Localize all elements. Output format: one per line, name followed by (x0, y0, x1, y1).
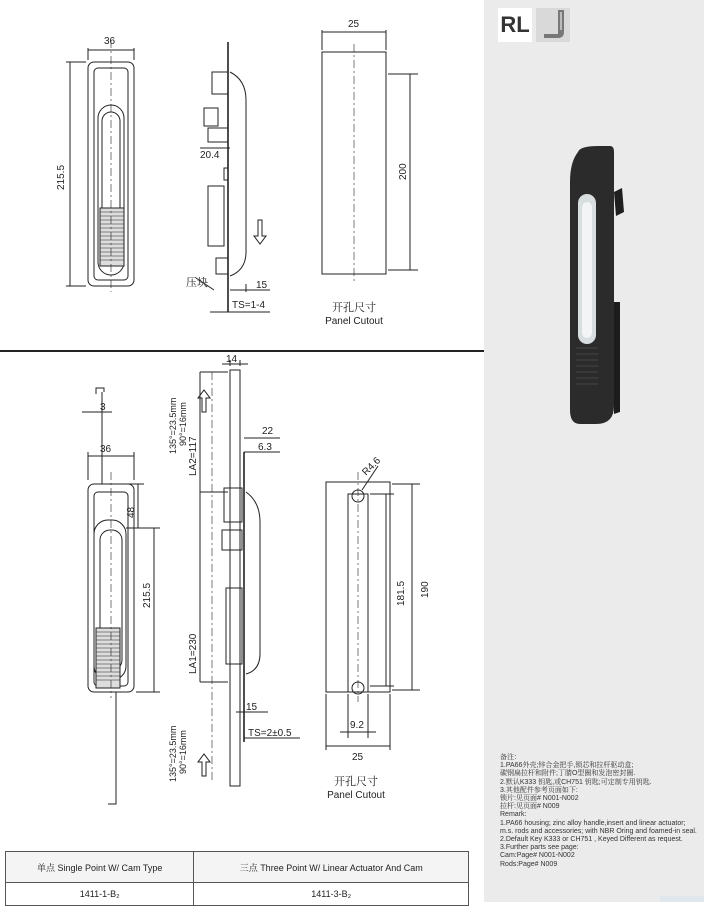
bottom-side-rod (230, 370, 240, 786)
bottom-angle-top-b: 90°=16mm (178, 402, 188, 446)
bottom-dim-cut-inner: 181.5 (396, 580, 407, 606)
bottom-angle-bot-a: 135°=23.5mm (168, 725, 178, 782)
bottom-dim-cutout-width: 25 (352, 752, 364, 763)
bottom-dim-side-top: 14 (226, 354, 238, 365)
bottom-dim-la1: LA1=230 (188, 633, 199, 674)
remark-line: Rods:Page# N009 (500, 860, 558, 868)
rl-badge: RL (498, 8, 532, 42)
top-cutout-caption-cn: 开孔尺寸 (332, 302, 376, 314)
remark-line: Cam:Page# N001-N002 (500, 852, 575, 860)
bottom-dim-radius: R4.6 (360, 455, 384, 479)
bottom-dim-side-15: 15 (246, 702, 258, 713)
footer-strip (660, 896, 704, 902)
spec-table-header-row (6, 852, 469, 883)
bottom-dim-front-width: 36 (100, 444, 112, 455)
top-dim-front-width: 36 (104, 36, 116, 47)
spec-col1-header: 单点 Single Point W/ Cam Type (6, 852, 194, 883)
remark-line: m.s. rods and accessories; with NBR Oring and foamed-in seal. (500, 827, 697, 835)
bottom-side-view-handle (246, 492, 260, 674)
top-cutout-caption-en: Panel Cutout (325, 316, 383, 327)
bottom-dim-63: 6.3 (258, 442, 272, 453)
bottom-dim-cut-outer: 190 (420, 581, 431, 598)
spec-col1-code: 1411-1-B₂ (6, 883, 194, 906)
top-dim-side-offset: 20.4 (200, 150, 220, 161)
bottom-grip (96, 628, 120, 688)
top-pressing-block-label: 压块 (186, 277, 208, 289)
remark-line: Remark: (500, 811, 527, 819)
top-side-view-handle (230, 72, 246, 276)
remark-line: 锁片:见页面# N001-N002 (500, 795, 579, 803)
bottom-dim-la2: LA2=117 (188, 436, 199, 476)
top-dim-front-height: 215.5 (56, 164, 67, 190)
spec-table (5, 851, 469, 906)
bottom-cutout-caption-cn: 开孔尺寸 (334, 776, 378, 788)
remark-line: 1.PA66外壳;锌合金把手,锁芯和拉杆驱动盒; (500, 762, 634, 770)
remark-line: 碳钢扁拉杆和附件;丁腈O型圈和发泡密封圈. (500, 770, 636, 778)
bottom-dim-top: 48 (126, 506, 137, 518)
top-grip (100, 208, 124, 266)
bottom-technical-drawing (0, 352, 484, 852)
remark-line: 2.默认K333 钥匙,或CH751 钥匙;可定制专用钥匙. (500, 778, 652, 786)
spec-col2-code: 1411-3-B₂ (194, 883, 469, 906)
top-dim-cutout-height: 200 (398, 163, 409, 180)
top-cutout-caption (314, 302, 394, 328)
bottom-dim-slot-width: 9.2 (350, 720, 364, 731)
top-technical-drawing (0, 0, 484, 350)
bottom-angle-bot-b: 90°=16mm (178, 730, 188, 774)
remark-line: 3.其他配件参考页面如下: (500, 786, 578, 794)
bottom-dim-rod-offset: 3 (100, 402, 106, 413)
bottom-dim-22: 22 (262, 426, 274, 437)
top-dim-side-depth: 15 (256, 280, 268, 291)
bottom-cutout-caption (316, 776, 396, 802)
top-dim-thickness: TS=1-4 (232, 300, 266, 311)
top-dim-cutout-width: 25 (348, 19, 360, 30)
remark-line: 备注： (500, 754, 521, 761)
bottom-dim-thickness: TS=2±0.5 (248, 728, 292, 739)
remarks-block (500, 754, 700, 869)
remark-line: 1.PA66 housing; zinc alloy handle,insert and linear actuator; (500, 819, 686, 827)
bottom-angle-top-a: 135°=23.5mm (168, 397, 178, 454)
remark-line: 2.Default Key K333 or CH751 , Keyed Different as request. (500, 836, 683, 844)
bottom-dim-front-height: 215.5 (142, 582, 153, 608)
remark-line: 3.Further parts see page: (500, 844, 579, 852)
spec-table-row (6, 883, 469, 906)
remark-line: 拉杆:见页面# N009 (500, 803, 560, 811)
bottom-cutout-caption-en: Panel Cutout (327, 790, 385, 801)
handle-thumbnail-icon (536, 8, 570, 42)
spec-col2-header: 三点 Three Point W/ Linear Actuator And Cam (194, 852, 469, 883)
product-photo (558, 142, 638, 432)
bottom-rod (96, 388, 104, 394)
